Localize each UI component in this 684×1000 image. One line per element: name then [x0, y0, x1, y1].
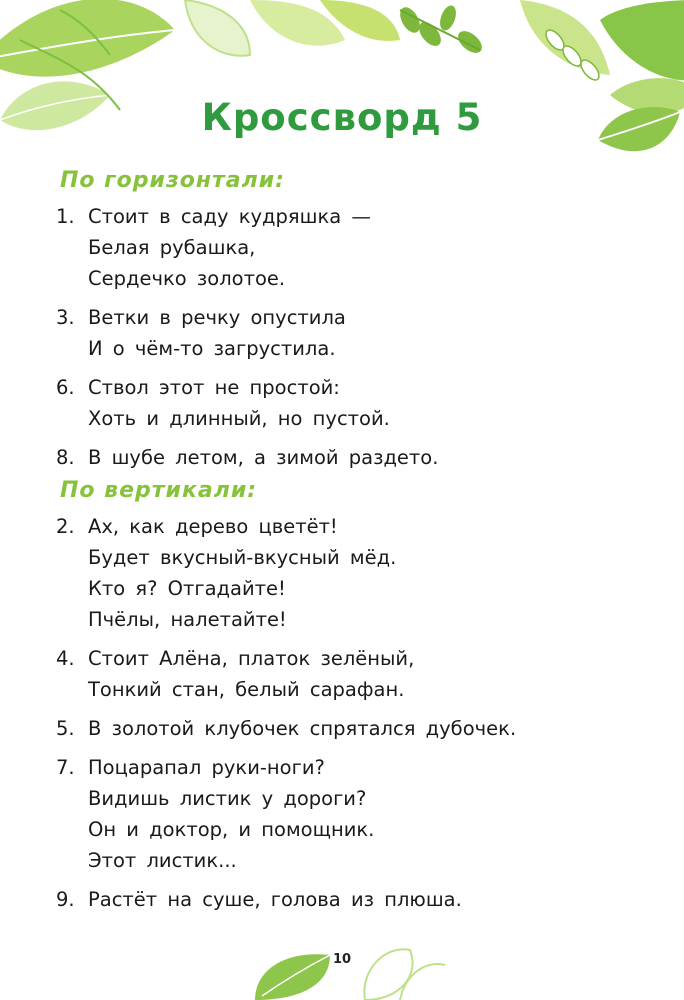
clue-text: [88, 302, 346, 364]
clue-number: 8.: [56, 446, 75, 469]
clue-number: 5.: [56, 717, 75, 740]
clue-line: Стоит в саду кудряшка —: [88, 205, 371, 228]
clue-text: [88, 511, 396, 635]
clue-item: [56, 643, 656, 705]
clue-line: Поцарапал руки-ноги?: [88, 756, 325, 779]
clue-line: Кто я? Отгадайте!: [88, 577, 286, 600]
clue-line: Сердечко золотое.: [88, 267, 286, 290]
clue-line: Будет вкусный-вкусный мёд.: [88, 546, 397, 569]
clue-number: 6.: [56, 376, 75, 399]
clue-line: Ветки в речку опустила: [88, 306, 346, 329]
clue-text: [88, 752, 374, 876]
clue-line: Он и доктор, и помощник.: [88, 818, 375, 841]
clue-line: Ах, как дерево цветёт!: [88, 515, 338, 538]
clue-number: 2.: [56, 515, 75, 538]
clue-text: [88, 442, 438, 473]
clue-item: [56, 302, 656, 364]
sprig-top-right-icon: [396, 3, 486, 57]
clue-line: Пчёлы, налетайте!: [88, 608, 287, 631]
clue-line: И о чём-то загрустила.: [88, 337, 336, 360]
clue-text: [88, 884, 462, 915]
clue-line: Ствол этот не простой:: [88, 376, 340, 399]
clue-number: 1.: [56, 205, 75, 228]
clue-number: 4.: [56, 647, 75, 670]
across-heading: По горизонтали:: [60, 168, 285, 193]
sprig-top-left-icon: [20, 10, 120, 110]
clue-item: [56, 713, 656, 744]
clue-number: 7.: [56, 756, 75, 779]
clue-line: Белая рубашка,: [88, 236, 256, 259]
down-clue-list: [56, 511, 656, 923]
clue-number: 9.: [56, 888, 75, 911]
clue-number: 3.: [56, 306, 75, 329]
clue-item: [56, 752, 656, 876]
clue-item: [56, 372, 656, 434]
clue-line: В золотой клубочек спрятался дубочек.: [88, 717, 517, 740]
clue-item: [56, 201, 656, 294]
clue-item: [56, 511, 656, 635]
clue-line: Тонкий стан, белый сарафан.: [88, 678, 405, 701]
clue-text: [88, 201, 371, 294]
clue-line: Растёт на суше, голова из плюша.: [88, 888, 462, 911]
down-heading: По вертикали:: [60, 478, 258, 503]
clue-line: Видишь листик у дороги?: [88, 787, 367, 810]
clue-line: Стоит Алёна, платок зелёный,: [88, 647, 415, 670]
clue-item: [56, 884, 656, 915]
across-clue-list: [56, 201, 656, 481]
clue-text: [88, 713, 516, 744]
clue-item: [56, 442, 656, 473]
page-title: Кроссворд 5: [201, 96, 483, 139]
page-number: 10: [332, 952, 352, 967]
clue-line: Этот листик...: [88, 849, 237, 872]
clue-line: В шубе летом, а зимой раздето.: [88, 446, 439, 469]
leaf-top-center-icon: [185, 0, 400, 56]
clue-line: Хоть и длинный, но пустой.: [88, 407, 390, 430]
clue-text: [88, 643, 414, 705]
clue-text: [88, 372, 390, 434]
